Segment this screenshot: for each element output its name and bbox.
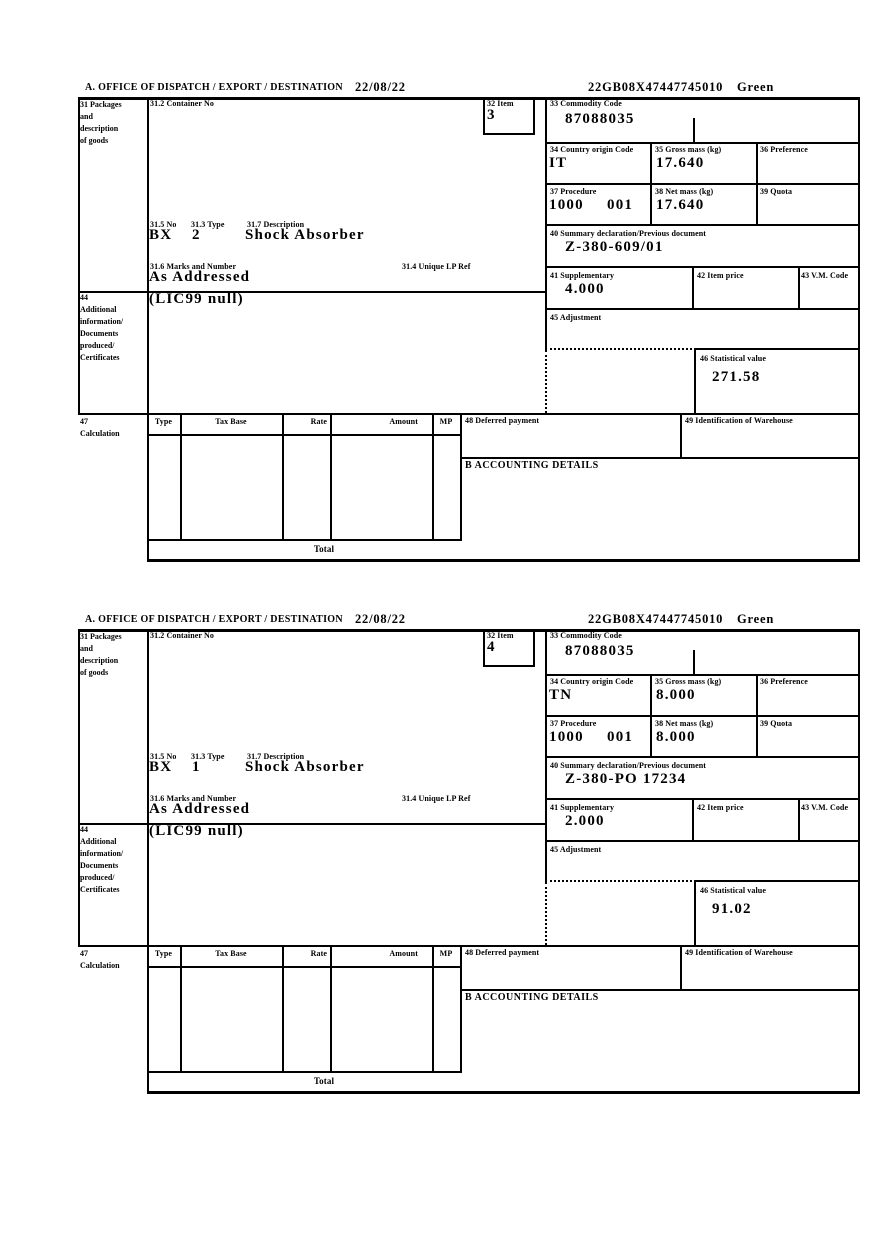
- package-type-label: 31.3 Type: [191, 220, 225, 229]
- grid-line: [545, 183, 860, 185]
- previous-document-label: 40 Summary declaration/Previous document: [550, 761, 707, 770]
- supplementary-value: 2.000: [565, 813, 605, 829]
- routing-value: Green: [737, 80, 775, 94]
- statistical-value: 271.58: [712, 369, 761, 385]
- description-label: 31.7 Description: [247, 220, 305, 229]
- warehouse-identification-label: 49 Identification of Warehouse: [685, 948, 793, 957]
- accounting-details-label: B ACCOUNTING DETAILS: [465, 992, 599, 1003]
- grid-line: [483, 629, 485, 667]
- package-no-label: 31.5 No: [150, 220, 177, 229]
- calc-col-amount: Amount: [389, 417, 418, 426]
- grid-line: [694, 880, 696, 945]
- item-number: 4: [487, 639, 496, 655]
- package-no-value: BX: [149, 759, 173, 775]
- calc-col-amount: Amount: [389, 949, 418, 958]
- grid-line: [147, 434, 462, 436]
- adjustment-label: 45 Adjustment: [550, 313, 602, 322]
- package-type-label: 31.3 Type: [191, 752, 225, 761]
- grid-line: [483, 97, 485, 135]
- declaration-item-block: [78, 78, 862, 564]
- grid-line: [147, 629, 149, 1094]
- gross-mass-value: 8.000: [656, 687, 696, 703]
- grid-line: [483, 665, 535, 667]
- grid-line: [147, 1071, 462, 1073]
- container-no-label: 31.2 Container No: [150, 99, 214, 108]
- grid-line: [545, 674, 860, 676]
- calc-col-tax-base: Tax Base: [215, 417, 247, 426]
- total-label: Total: [313, 544, 335, 554]
- procedure-value-2: 001: [607, 729, 634, 745]
- country-origin-value: IT: [549, 155, 568, 171]
- adjustment-label: 45 Adjustment: [550, 845, 602, 854]
- commodity-subdivision-line: [693, 118, 695, 142]
- item-price-label: 42 Item price: [697, 803, 744, 812]
- grid-line: [483, 133, 535, 135]
- grid-line: [432, 413, 434, 541]
- preference-label: 36 Preference: [760, 145, 808, 154]
- additional-information-value: (LIC99 null): [149, 291, 244, 307]
- grid-line: [533, 97, 535, 135]
- goods-description-value: Shock Absorber: [245, 759, 365, 775]
- calc-col-tax-base: Tax Base: [215, 949, 247, 958]
- grid-line: [692, 266, 694, 310]
- preference-label: 36 Preference: [760, 677, 808, 686]
- deferred-payment-label: 48 Deferred payment: [465, 948, 540, 957]
- net-mass-label: 38 Net mass (kg): [655, 187, 714, 196]
- package-no-value: BX: [149, 227, 173, 243]
- grid-line: [78, 413, 860, 415]
- movement-reference: 22GB08X47447745010: [588, 80, 724, 94]
- grid-line: [147, 966, 462, 968]
- marks-number-label: 31.6 Marks and Number: [150, 262, 237, 271]
- dotted-line: [545, 350, 547, 413]
- warehouse-identification-label: 49 Identification of Warehouse: [685, 416, 793, 425]
- goods-description-value: Shock Absorber: [245, 227, 365, 243]
- grid-line: [756, 674, 758, 758]
- item-number: 3: [487, 107, 496, 123]
- item-label: 32 Item: [487, 631, 514, 640]
- statistical-value-label: 46 Statistical value: [700, 886, 766, 895]
- declaration-date: 22/08/22: [355, 80, 406, 94]
- grid-line: [180, 945, 182, 1073]
- office-of-dispatch-label: A. OFFICE OF DISPATCH / EXPORT / DESTINATION: [85, 82, 343, 93]
- grid-line: [147, 539, 462, 541]
- grid-line: [460, 457, 860, 459]
- gross-mass-value: 17.640: [656, 155, 705, 171]
- grid-line: [756, 142, 758, 226]
- office-of-dispatch-label: A. OFFICE OF DISPATCH / EXPORT / DESTINATION: [85, 614, 343, 625]
- additional-information-label: 44 Additional information/ Documents produced/ Certificates: [80, 825, 124, 894]
- packages-description-label: 31 Packages and description of goods: [80, 100, 122, 145]
- procedure-label: 37 Procedure: [550, 719, 597, 728]
- package-type-value: 1: [192, 759, 201, 775]
- marks-number-label: 31.6 Marks and Number: [150, 794, 237, 803]
- calc-col-type: Type: [154, 949, 173, 958]
- calculation-label: 47 Calculation: [80, 417, 120, 438]
- vm-code-label: 43 V.M. Code: [801, 803, 849, 812]
- deferred-payment-label: 48 Deferred payment: [465, 416, 540, 425]
- additional-information-label: 44 Additional information/ Documents produced/ Certificates: [80, 293, 124, 362]
- grid-line: [282, 413, 284, 541]
- grid-line: [858, 97, 860, 562]
- grid-line: [798, 266, 800, 310]
- grid-line: [545, 715, 860, 717]
- routing-value: Green: [737, 612, 775, 626]
- unique-lp-ref-label: 31.4 Unique LP Ref: [402, 262, 471, 271]
- vm-code-label: 43 V.M. Code: [801, 271, 849, 280]
- calc-col-mp: MP: [439, 417, 453, 426]
- grid-line: [680, 413, 682, 459]
- net-mass-label: 38 Net mass (kg): [655, 719, 714, 728]
- item-price-label: 42 Item price: [697, 271, 744, 280]
- procedure-label: 37 Procedure: [550, 187, 597, 196]
- commodity-code-value: 87088035: [565, 643, 635, 659]
- grid-line: [650, 674, 652, 758]
- grid-line: [460, 413, 462, 541]
- grid-line: [180, 413, 182, 541]
- supplementary-label: 41 Supplementary: [550, 803, 615, 812]
- package-no-label: 31.5 No: [150, 752, 177, 761]
- net-mass-value: 8.000: [656, 729, 696, 745]
- statistical-value-label: 46 Statistical value: [700, 354, 766, 363]
- commodity-code-value: 87088035: [565, 111, 635, 127]
- grid-line: [545, 266, 860, 268]
- grid-line: [282, 945, 284, 1073]
- net-mass-value: 17.640: [656, 197, 705, 213]
- previous-document-value: Z-380-609/01: [565, 239, 664, 255]
- grid-line: [460, 945, 462, 1073]
- total-label: Total: [313, 1076, 335, 1086]
- grid-line: [330, 413, 332, 541]
- calculation-label: 47 Calculation: [80, 949, 120, 970]
- commodity-code-label: 33 Commodity Code: [550, 631, 622, 640]
- dotted-line: [545, 882, 547, 945]
- movement-reference: 22GB08X47447745010: [588, 612, 724, 626]
- declaration-item-block: [78, 610, 862, 1096]
- additional-information-value: (LIC99 null): [149, 823, 244, 839]
- unique-lp-ref-label: 31.4 Unique LP Ref: [402, 794, 471, 803]
- country-origin-label: 34 Country origin Code: [550, 677, 634, 686]
- previous-document-value: Z-380-PO 17234: [565, 771, 687, 787]
- grid-line: [858, 629, 860, 1094]
- marks-number-value: As Addressed: [149, 269, 251, 285]
- calc-col-rate: Rate: [310, 949, 327, 958]
- grid-line: [545, 308, 860, 310]
- procedure-value-2: 001: [607, 197, 634, 213]
- quota-label: 39 Quota: [760, 719, 793, 728]
- calc-col-type: Type: [154, 417, 173, 426]
- commodity-code-label: 33 Commodity Code: [550, 99, 622, 108]
- calc-col-rate: Rate: [310, 417, 327, 426]
- grid-line: [545, 798, 860, 800]
- grid-line: [694, 348, 696, 413]
- grid-line: [432, 945, 434, 1073]
- description-label: 31.7 Description: [247, 752, 305, 761]
- dotted-line: [545, 880, 696, 882]
- quota-label: 39 Quota: [760, 187, 793, 196]
- previous-document-label: 40 Summary declaration/Previous document: [550, 229, 707, 238]
- grid-line: [545, 224, 860, 226]
- grid-line: [694, 880, 860, 882]
- grid-line: [78, 945, 860, 947]
- gross-mass-label: 35 Gross mass (kg): [655, 145, 722, 154]
- dotted-line: [545, 348, 696, 350]
- grid-line: [330, 945, 332, 1073]
- marks-number-value: As Addressed: [149, 801, 251, 817]
- grid-line: [650, 142, 652, 226]
- grid-line: [694, 348, 860, 350]
- packages-description-label: 31 Packages and description of goods: [80, 632, 122, 677]
- procedure-value: 1000: [549, 729, 584, 745]
- procedure-value: 1000: [549, 197, 584, 213]
- grid-line: [545, 840, 860, 842]
- grid-line: [147, 97, 149, 562]
- grid-line: [545, 142, 860, 144]
- grid-line: [798, 798, 800, 842]
- statistical-value: 91.02: [712, 901, 752, 917]
- supplementary-label: 41 Supplementary: [550, 271, 615, 280]
- grid-line: [545, 756, 860, 758]
- container-no-label: 31.2 Container No: [150, 631, 214, 640]
- commodity-subdivision-line: [693, 650, 695, 674]
- country-origin-value: TN: [549, 687, 573, 703]
- item-label: 32 Item: [487, 99, 514, 108]
- declaration-date: 22/08/22: [355, 612, 406, 626]
- package-type-value: 2: [192, 227, 201, 243]
- country-origin-label: 34 Country origin Code: [550, 145, 634, 154]
- grid-line: [533, 629, 535, 667]
- grid-line: [460, 989, 860, 991]
- accounting-details-label: B ACCOUNTING DETAILS: [465, 460, 599, 471]
- grid-line: [680, 945, 682, 991]
- gross-mass-label: 35 Gross mass (kg): [655, 677, 722, 686]
- grid-line: [692, 798, 694, 842]
- grid-line: [147, 559, 860, 562]
- supplementary-value: 4.000: [565, 281, 605, 297]
- calc-col-mp: MP: [439, 949, 453, 958]
- grid-line: [147, 1091, 860, 1094]
